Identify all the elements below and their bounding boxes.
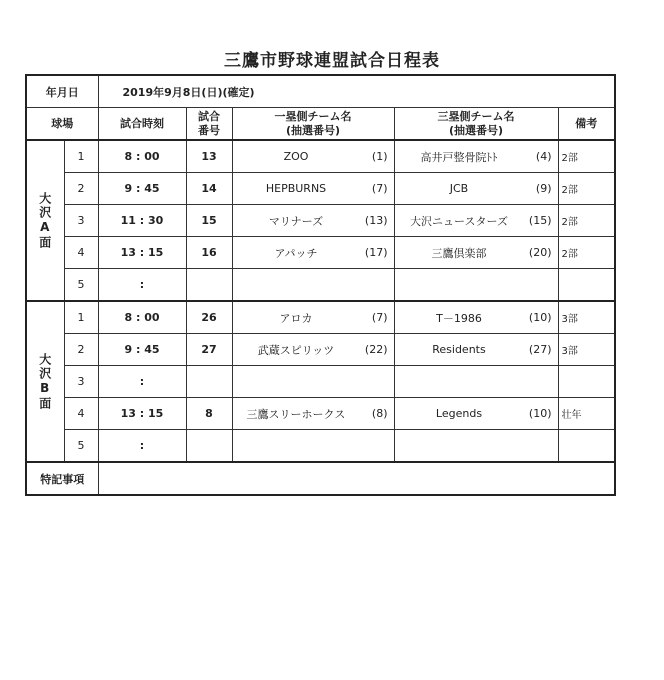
match-time: 9 : 45	[98, 173, 186, 205]
first-base-team-cell	[232, 269, 394, 302]
match-time: 13 : 15	[98, 237, 186, 269]
first-base-draw-number: (17)	[364, 246, 388, 259]
third-base-draw-number: (15)	[528, 214, 552, 227]
match-number: 27	[186, 334, 232, 366]
header-venue: 球場	[26, 108, 98, 141]
first-base-draw-number: (8)	[371, 407, 388, 420]
third-base-team: 三鷹倶楽部	[431, 246, 487, 260]
first-base-team-cell	[232, 398, 394, 430]
venue-label: 大沢B面	[37, 352, 52, 411]
remarks	[558, 430, 615, 463]
third-base-draw-number: (9)	[535, 182, 552, 195]
first-base-team: 三鷹スリーホークス	[246, 407, 346, 421]
memo-label: 特記事項	[26, 462, 98, 495]
third-base-team-cell	[394, 205, 558, 237]
header-third-base-team: 三塁側チーム名 (抽選番号)	[394, 108, 558, 141]
match-time: 13 : 15	[98, 398, 186, 430]
third-base-team-cell	[394, 334, 558, 366]
match-number	[186, 430, 232, 463]
third-base-draw-number: (4)	[535, 150, 552, 163]
slot-number: 4	[64, 237, 98, 269]
third-base-team-cell	[394, 366, 558, 398]
slot-number: 5	[64, 269, 98, 302]
slot-number: 5	[64, 430, 98, 463]
header-first-base-team: 一塁側チーム名 (抽選番号)	[232, 108, 394, 141]
match-time: :	[98, 430, 186, 463]
third-base-draw-number: (10)	[528, 407, 552, 420]
third-base-team: T－1986	[436, 311, 482, 325]
table-row	[26, 269, 615, 302]
first-base-team-cell	[232, 334, 394, 366]
venue-label: 大沢A面	[37, 191, 52, 250]
slot-number: 3	[64, 205, 98, 237]
slot-number: 1	[64, 140, 98, 173]
third-base-team: JCB	[449, 182, 469, 195]
match-time: :	[98, 269, 186, 302]
page-title: 三鷹市野球連盟試合日程表	[224, 51, 440, 71]
third-base-team: 大沢ニュースターズ	[410, 214, 508, 228]
match-number: 8	[186, 398, 232, 430]
first-base-team: HEPBURNS	[265, 182, 327, 195]
slot-number: 1	[64, 301, 98, 334]
match-time: 8 : 00	[98, 301, 186, 334]
third-base-team: Legends	[435, 407, 483, 420]
remarks	[558, 269, 615, 302]
table-row	[26, 301, 615, 334]
venue-name	[26, 301, 64, 462]
table-row	[26, 237, 615, 269]
third-base-draw-number: (10)	[528, 311, 552, 324]
slot-number: 2	[64, 334, 98, 366]
remarks: 3部	[558, 301, 615, 334]
first-base-draw-number: (7)	[371, 182, 388, 195]
third-base-team-cell	[394, 269, 558, 302]
first-base-team: マリナーズ	[268, 214, 324, 228]
memo-row	[26, 462, 615, 495]
table-row	[26, 205, 615, 237]
header-row	[26, 108, 615, 141]
remarks: 2部	[558, 205, 615, 237]
remarks: 3部	[558, 334, 615, 366]
remarks: 2部	[558, 237, 615, 269]
third-base-team: Residents	[432, 343, 486, 356]
match-number: 16	[186, 237, 232, 269]
first-base-team-cell	[232, 237, 394, 269]
match-time: :	[98, 366, 186, 398]
memo-value	[98, 462, 615, 495]
first-base-team-cell	[232, 430, 394, 463]
match-number: 14	[186, 173, 232, 205]
first-base-draw-number: (13)	[364, 214, 388, 227]
third-base-team-cell	[394, 173, 558, 205]
header-match-no: 試合 番号	[186, 108, 232, 141]
table-row	[26, 334, 615, 366]
match-time: 11 : 30	[98, 205, 186, 237]
match-number: 15	[186, 205, 232, 237]
match-number: 26	[186, 301, 232, 334]
slot-number: 3	[64, 366, 98, 398]
match-time: 9 : 45	[98, 334, 186, 366]
table-row	[26, 173, 615, 205]
match-number	[186, 269, 232, 302]
third-base-team-cell	[394, 140, 558, 173]
first-base-team: アパッチ	[274, 246, 318, 260]
table-row	[26, 398, 615, 430]
first-base-team: 武蔵スピリッツ	[257, 343, 335, 357]
first-base-team-cell	[232, 140, 394, 173]
first-base-team: ZOO	[283, 150, 309, 163]
date-value: 2019年9月8日(日)(確定)	[98, 75, 615, 108]
slot-number: 2	[64, 173, 98, 205]
slot-number: 4	[64, 398, 98, 430]
remarks: 2部	[558, 173, 615, 205]
match-number: 13	[186, 140, 232, 173]
table-row	[26, 430, 615, 463]
venue-name	[26, 140, 64, 301]
first-base-team-cell	[232, 301, 394, 334]
table-row	[26, 140, 615, 173]
match-number	[186, 366, 232, 398]
first-base-draw-number: (22)	[364, 343, 388, 356]
remarks	[558, 366, 615, 398]
schedule-table	[25, 74, 616, 496]
remarks: 壮年	[558, 398, 615, 430]
third-base-team: 高井戸整骨院ﾄﾄ	[420, 150, 498, 164]
third-base-team-cell	[394, 237, 558, 269]
first-base-team-cell	[232, 366, 394, 398]
table-row	[26, 366, 615, 398]
first-base-team: アロカ	[279, 311, 313, 325]
first-base-team-cell	[232, 205, 394, 237]
date-row	[26, 75, 615, 108]
third-base-draw-number: (27)	[528, 343, 552, 356]
first-base-draw-number: (1)	[371, 150, 388, 163]
third-base-team-cell	[394, 301, 558, 334]
date-label: 年月日	[26, 75, 98, 108]
header-remarks: 備考	[558, 108, 615, 141]
first-base-draw-number: (7)	[371, 311, 388, 324]
match-time: 8 : 00	[98, 140, 186, 173]
header-time: 試合時刻	[98, 108, 186, 141]
third-base-team-cell	[394, 398, 558, 430]
third-base-team-cell	[394, 430, 558, 463]
third-base-draw-number: (20)	[528, 246, 552, 259]
first-base-team-cell	[232, 173, 394, 205]
remarks: 2部	[558, 140, 615, 173]
